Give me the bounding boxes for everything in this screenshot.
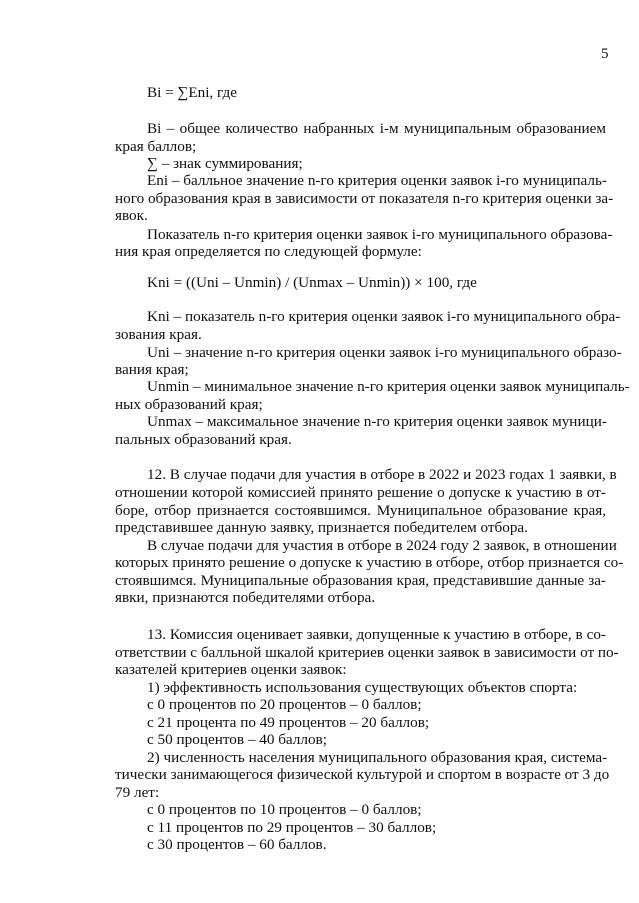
text-line: боре, отбор признается состоявшимся. Муниципальное образование края, (115, 502, 606, 519)
page-number: 5 (601, 46, 609, 62)
text-line: зования края. (115, 326, 202, 343)
list-item: с 50 процентов – 40 баллов; (147, 731, 327, 748)
text-line: ного образования края в зависимости от показателя n-го критерия оценки за- (115, 190, 614, 207)
text-line: Unmin – минимальное значение n-го критерия оценки заявок муниципаль- (147, 378, 630, 395)
text-line: стоявшимся. Муниципальные образования края, представившие данные за- (115, 572, 606, 589)
text-line: ния края определяется по следующей формуле: (115, 243, 422, 260)
list-item: 2) численность населения муниципального образования края, система- (147, 749, 608, 766)
text-line: явки, признаются победителями отбора. (115, 589, 376, 606)
text-line: Bi – общее количество набранных i-м муниципальным образованием (147, 120, 606, 137)
text-line: явок. (115, 207, 148, 224)
text-line: ных образований края; (115, 396, 263, 413)
text-line: Unmax – максимальное значение n-го критерия оценки заявок муници- (147, 413, 607, 430)
text-line: Eni – балльное значение n-го критерия оценки заявок i-го муниципаль- (147, 172, 607, 189)
text-line: казателей критериев оценки заявок: (115, 661, 347, 678)
text-line: Показатель n-го критерия оценки заявок i-го муниципального образова- (147, 226, 613, 243)
text-line: Uni – значение n-го критерия оценки заявок i-го муниципального образо- (147, 344, 622, 361)
list-item: с 21 процента по 49 процентов – 20 баллов; (147, 714, 430, 731)
text-line: края баллов; (115, 138, 197, 155)
text-line: пальных образований края. (115, 431, 292, 448)
text-line: представившее данную заявку, признается победителем отбора. (115, 519, 528, 536)
list-item: с 0 процентов по 20 процентов – 0 баллов; (147, 696, 422, 713)
text-line: 79 лет: (115, 784, 160, 801)
text-line: которых принято решение о допуске к участию в отборе, отбор признается со- (115, 554, 624, 571)
text-line: 12. В случае подачи для участия в отборе в 2022 и 2023 годах 1 заявки, в (147, 466, 617, 483)
text-line: тически занимающегося физической культурой и спортом в возрасте от 3 до (115, 766, 610, 783)
formula-kni: Kni = ((Uni – Unmin) / (Unmax – Unmin)) × 100, где (147, 274, 477, 291)
formula-bi: Bi = ∑Eni, где (147, 84, 237, 101)
text-line: ответствии с балльной шкалой критериев оценки заявок в зависимости от по- (115, 644, 619, 661)
text-line: вания края; (115, 361, 189, 378)
text-line: отношении которой комиссией принято решение о допуске к участию в от- (115, 484, 606, 501)
text-line: 13. Комиссия оценивает заявки, допущенные к участию в отборе, в со- (147, 626, 606, 643)
list-item: с 11 процентов по 29 процентов – 30 баллов; (147, 819, 437, 836)
text-line: Kni – показатель n-го критерия оценки заявок i-го муниципального обра- (147, 308, 621, 325)
list-item: с 30 процентов – 60 баллов. (147, 836, 327, 853)
list-item: 1) эффективность использования существующих объектов спорта: (147, 679, 578, 696)
list-item: с 0 процентов по 10 процентов – 0 баллов; (147, 801, 422, 818)
text-line: В случае подачи для участия в отборе в 2024 году 2 заявок, в отношении (147, 537, 617, 554)
text-line: ∑ – знак суммирования; (147, 155, 303, 172)
